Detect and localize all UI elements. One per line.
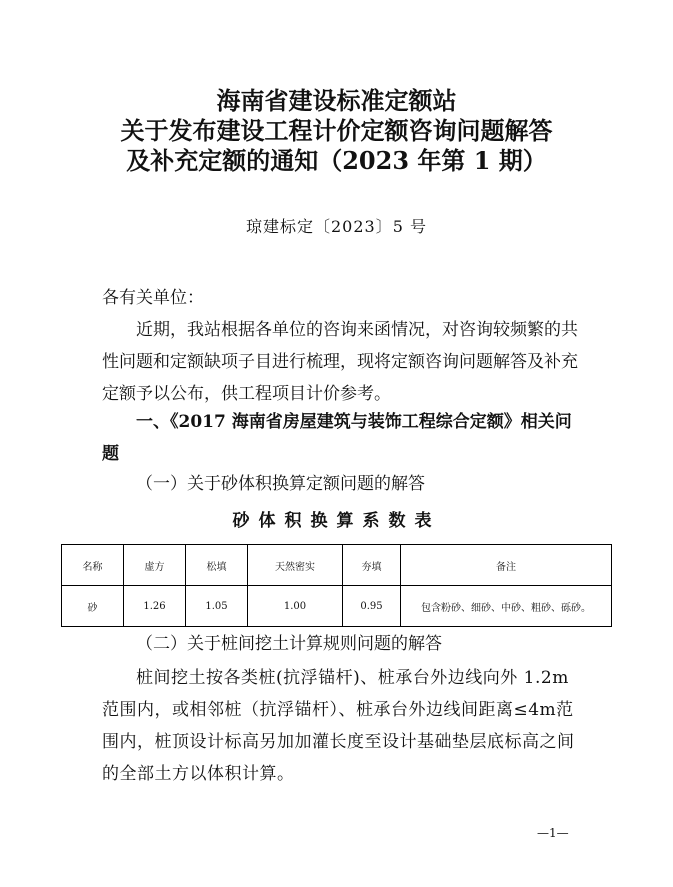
- table-cell: 1.05: [186, 586, 248, 627]
- section-heading: 一、《2017 海南省房屋建筑与装饰工程综合定额》相关问题: [102, 412, 572, 464]
- table-header-cell: 名称: [62, 545, 124, 586]
- table-cell: 0.95: [343, 586, 401, 627]
- title-line: 海南省建设标准定额站: [216, 86, 457, 115]
- table-header-cell: 备注: [401, 545, 612, 586]
- table-header-cell: 松填: [186, 545, 248, 586]
- table-header-row: [62, 545, 612, 586]
- title-line: 关于发布建设工程计价定额咨询问题解答: [120, 116, 553, 145]
- table-cell: 1.00: [248, 586, 343, 627]
- table-header-cell: 夯填: [343, 545, 401, 586]
- conversion-table: [61, 544, 612, 627]
- subsection-heading-1: （一）关于砂体积换算定额问题的解答: [136, 474, 425, 494]
- table-caption: 砂体积换算系数表: [232, 511, 441, 531]
- table-row: [62, 586, 612, 627]
- table-cell: 包含粉砂、细砂、中砂、粗砂、砾砂。: [401, 586, 612, 627]
- page-number: —1—: [537, 826, 569, 840]
- rule-paragraph: 桩间挖土按各类桩(抗浮锚杆)、桩承台外边线向外 1.2m 范围内，或相邻桩（抗浮锚杆）、桩承台外边线间距离≤4m范围内，桩顶设计标高另加加灌长度至设计基础垫层底标高之间的全部土方以体积计算。: [102, 668, 575, 784]
- document-number: 琼建标定〔2023〕5 号: [246, 217, 427, 236]
- table-cell: 砂: [62, 586, 124, 627]
- document-title: [0, 86, 673, 176]
- intro-paragraph: 近期，我站根据各单位的咨询来函情况，对咨询较频繁的共性问题和定额缺项子目进行梳理，现将定额咨询问题解答及补充定额予以公布，供工程项目计价参考。: [102, 320, 578, 404]
- table-header-cell: 虚方: [124, 545, 186, 586]
- table-cell: 1.26: [124, 586, 186, 627]
- subsection-heading-2: （二）关于桩间挖土计算规则问题的解答: [136, 634, 442, 654]
- salutation: 各有关单位：: [102, 288, 204, 308]
- title-line: 及补充定额的通知（2023 年第 1 期）: [126, 146, 547, 175]
- table-header-cell: 天然密实: [248, 545, 343, 586]
